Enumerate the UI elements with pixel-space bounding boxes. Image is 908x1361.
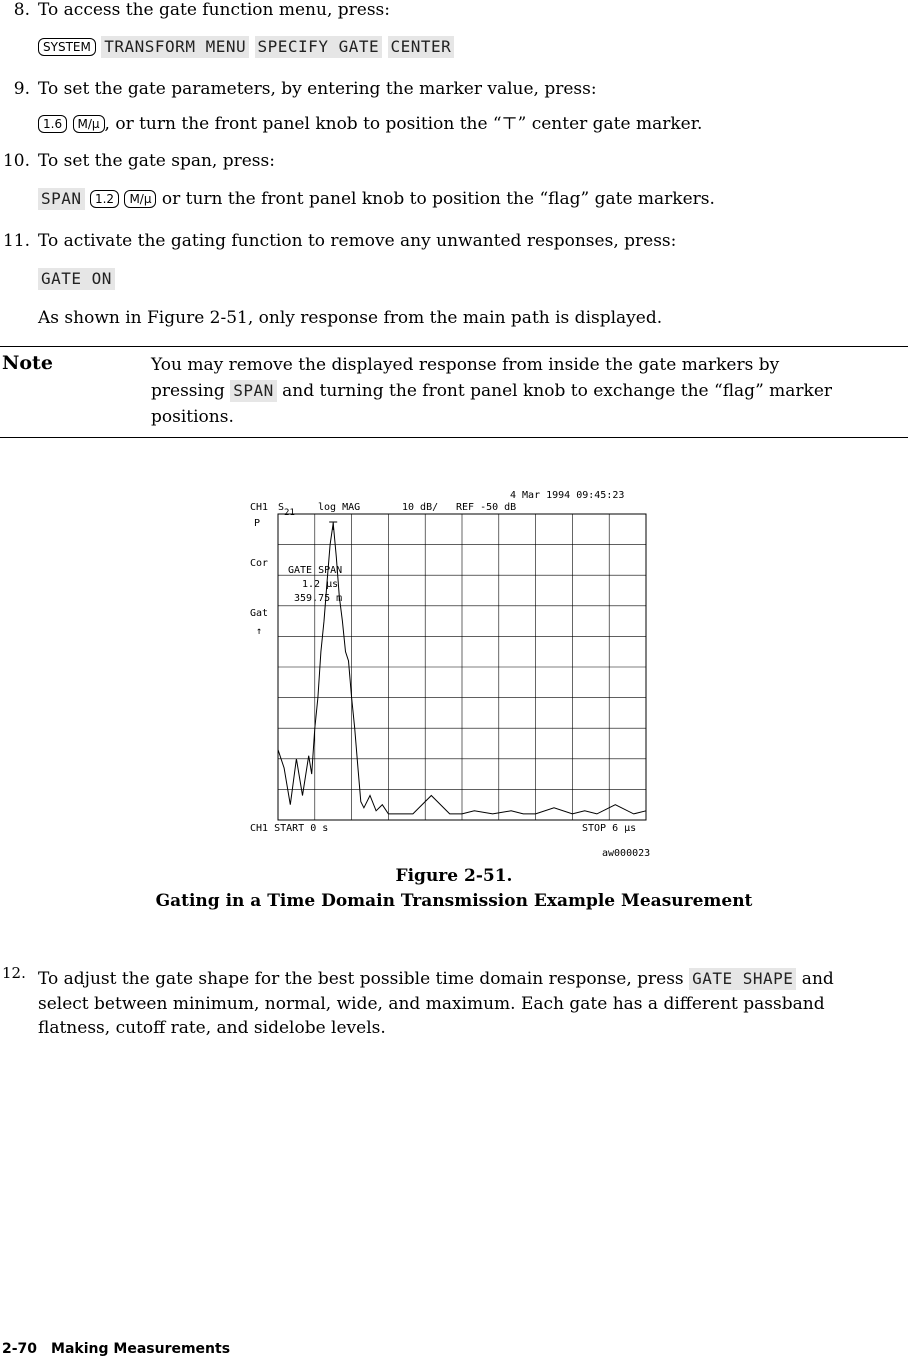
note-label: Note (2, 352, 53, 374)
step-number: 9. (13, 79, 30, 99)
step-text: To adjust the gate shape for the best possible time domain response, press GATE SHAPE and (38, 969, 834, 989)
step-number: 10. (2, 151, 30, 171)
step-number: 11. (2, 231, 30, 251)
divider (0, 437, 908, 438)
step-text: To access the gate function menu, press: (38, 0, 391, 20)
figure-title: Gating in a Time Domain Transmission Example Measurement (155, 891, 753, 911)
divider (0, 346, 908, 347)
param-label: S21 (278, 502, 295, 518)
system-key[interactable]: SYSTEM (38, 38, 96, 56)
step-number: 12. (2, 964, 26, 982)
transform-menu-softkey[interactable]: TRANSFORM MENU (101, 36, 249, 58)
specify-gate-softkey[interactable]: SPECIFY GATE (255, 36, 383, 58)
key-sequence (38, 36, 454, 58)
units-key[interactable]: M/μ (124, 190, 156, 208)
start-label: CH1 START 0 s (250, 823, 329, 834)
number-key[interactable]: 1.6 (38, 115, 67, 133)
span-softkey[interactable]: SPAN (38, 188, 85, 210)
step-text: flatness, cutoff rate, and sidelobe levels. (38, 1018, 386, 1038)
side-arrow: ↑ (256, 626, 263, 637)
note-line: positions. (151, 407, 234, 427)
stop-label: STOP 6 μs (582, 823, 637, 834)
units-key[interactable]: M/μ (73, 115, 105, 133)
key-sequence (38, 188, 715, 210)
side-cor: Cor (250, 558, 269, 569)
step-number: 8. (13, 0, 30, 20)
side-p: P (254, 518, 261, 529)
step-text: To set the gate span, press: (38, 151, 275, 171)
note-line: pressing SPAN and turning the front panel knob to exchange the “flag” marker (151, 381, 833, 401)
note-line: You may remove the displayed response from inside the gate markers by (151, 355, 780, 375)
step-text: To activate the gating function to remove any unwanted responses, press: (38, 231, 677, 251)
step-text: or turn the front panel knob to position the “flag” gate markers. (156, 189, 715, 209)
format-label: log MAG (318, 502, 361, 513)
gate-shape-softkey[interactable]: GATE SHAPE (689, 968, 796, 990)
center-softkey[interactable]: CENTER (388, 36, 455, 58)
page-footer (2, 1341, 244, 1357)
plot-grid (278, 514, 646, 820)
note-text (151, 352, 906, 430)
key-sequence (38, 114, 702, 134)
step-text: , or turn the front panel knob to position the “⊤” center gate marker. (104, 114, 703, 134)
channel-label: CH1 (250, 502, 269, 513)
ref-label: REF -50 dB (456, 502, 517, 513)
analyzer-screen (240, 484, 670, 864)
span-softkey[interactable]: SPAN (230, 380, 277, 402)
section-title: Making Measurements (51, 1341, 231, 1357)
step-result: As shown in Figure 2-51, only response from the main path is displayed. (38, 308, 663, 328)
datetime-readout: 4 Mar 1994 09:45:23 (510, 490, 625, 501)
gate-span-label: GATE SPAN (288, 565, 343, 576)
step-text: select between minimum, normal, wide, and maximum. Each gate has a different passband (38, 994, 825, 1014)
figure-number: Figure 2-51. (395, 866, 513, 886)
gate-on-softkey[interactable]: GATE ON (38, 268, 115, 290)
step-text: To set the gate parameters, by entering the marker value, press: (38, 79, 597, 99)
number-key[interactable]: 1.2 (90, 190, 119, 208)
gate-span-distance: 359.75 m (294, 593, 343, 604)
side-gat: Gat (250, 608, 269, 619)
art-id: aw000023 (602, 848, 651, 859)
gate-span-value: 1.2 μs (302, 579, 339, 590)
page-number: 2-70 (2, 1341, 38, 1357)
key-sequence (38, 268, 115, 290)
scale-label: 10 dB/ (402, 502, 439, 513)
